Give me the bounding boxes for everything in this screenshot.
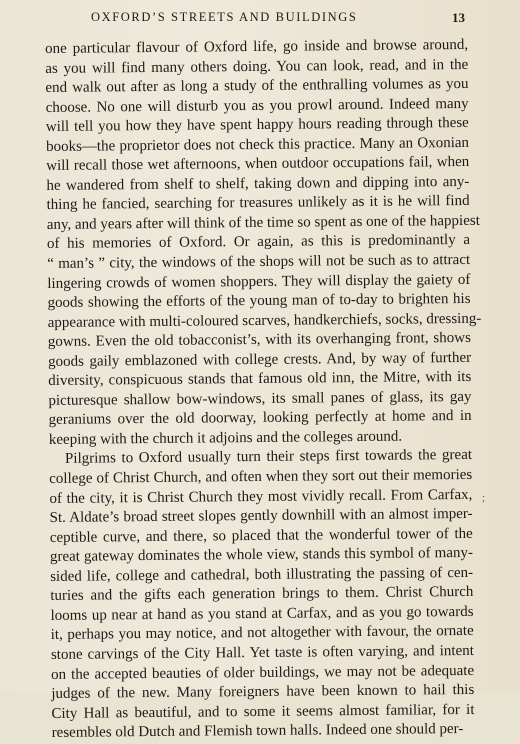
text-line: it, perhaps you may notice, and not altogether with favour, the ornate bbox=[50, 623, 474, 644]
text-line: turies and the gifts each generation brings to them. Christ Church bbox=[50, 584, 474, 605]
text-line: will recall those wet afternoons, when outdoor occupations fail, when bbox=[46, 154, 470, 175]
text-line: college of Christ Church, and often when they sort out their memories bbox=[49, 466, 473, 488]
text-line: ceptible curve, and there, so placed that the wonderful tower of the bbox=[49, 525, 473, 546]
text-line: any, and years after will think of the time so spent as one of the happiest bbox=[46, 212, 480, 233]
text-line: City Hall as beautiful, and to some it seems almost familiar, for it bbox=[51, 701, 475, 722]
text-line: one particular flavour of Oxford life, go inside and browse around, bbox=[45, 36, 469, 57]
text-line: geraniums over the old doorway, looking perfectly at home and in bbox=[48, 408, 472, 429]
body-text bbox=[45, 36, 482, 744]
text-line: stone carvings of the City Hall. Yet taste is often varying, and intent bbox=[50, 642, 474, 663]
text-line: appearance with multi-coloured scarves, handkerchiefs, socks, dressing- bbox=[47, 310, 482, 331]
text-line: of the city, it is Christ Church they most vividly recall. From Carfax, bbox=[49, 486, 473, 507]
text-line: of his memories of Oxford. Or again, as this is predominantly a bbox=[46, 232, 471, 253]
text-line: end walk out after as long a study of the enthralling volumes as you bbox=[45, 76, 469, 97]
text-line: thing he fancied, searching for treasures unlikely as it is he will find bbox=[46, 193, 470, 214]
text-line: lingering crowds of women shoppers. They will display the gaiety of bbox=[47, 271, 471, 292]
text-line: as you will find many others doing. You can look, read, and in the bbox=[45, 56, 469, 77]
text-line: choose. No one will disturb you as you prowl around. Indeed many bbox=[45, 95, 469, 116]
page-header bbox=[0, 6, 520, 34]
text-line: resembles old Dutch and Flemish town halls. Indeed one should per- bbox=[51, 721, 464, 742]
text-line: he wandered from shelf to shelf, taking down and dipping into any- bbox=[46, 173, 470, 194]
running-head: OXFORD’S STREETS AND BUILDINGS bbox=[91, 10, 358, 24]
text-line: keeping with the church it adjoins and the colleges around. bbox=[48, 428, 403, 448]
text-line: judges of the new. Many foreigners have been known to hail this bbox=[51, 681, 475, 703]
text-line: on the accepted beauties of older buildings, we may not be adequate bbox=[51, 662, 475, 683]
text-line: great gateway dominates the whole view, stands this symbol of many- bbox=[49, 545, 474, 566]
page-number: 13 bbox=[452, 10, 465, 25]
text-line: goods gaily emblazoned with college crests. And, by way of further bbox=[48, 349, 472, 370]
text-line: gowns. Even the old tobacconist’s, with its overhanging front, shows bbox=[47, 330, 471, 351]
text-line: goods showing the efforts of the young man of to-day to brighten his bbox=[47, 291, 471, 312]
text-line: Pilgrims to Oxford usually turn their steps first towards the great bbox=[64, 447, 473, 468]
text-line: “ man’s ” city, the windows of the shops will not be such as to attract bbox=[47, 251, 471, 273]
text-line: looms up near at hand as you stand at Carfax, and as you go towards bbox=[50, 603, 474, 624]
text-line: books—the proprietor does not check this practice. Many an Oxonian bbox=[45, 134, 470, 155]
margin-mark: ; bbox=[482, 492, 486, 504]
text-line: diversity, conspicuous stands that famous old inn, the Mitre, with its bbox=[48, 369, 472, 390]
text-line: St. Aldate’s broad street slopes gently downhill with an almost imper- bbox=[49, 506, 473, 527]
text-line: picturesque shallow bow-windows, its small panes of glass, its gay bbox=[48, 388, 472, 409]
text-line: sided life, college and cathedral, both illustrating the passing of cen- bbox=[50, 564, 474, 585]
text-line: will tell you how they have spent happy hours reading through these bbox=[45, 115, 469, 136]
